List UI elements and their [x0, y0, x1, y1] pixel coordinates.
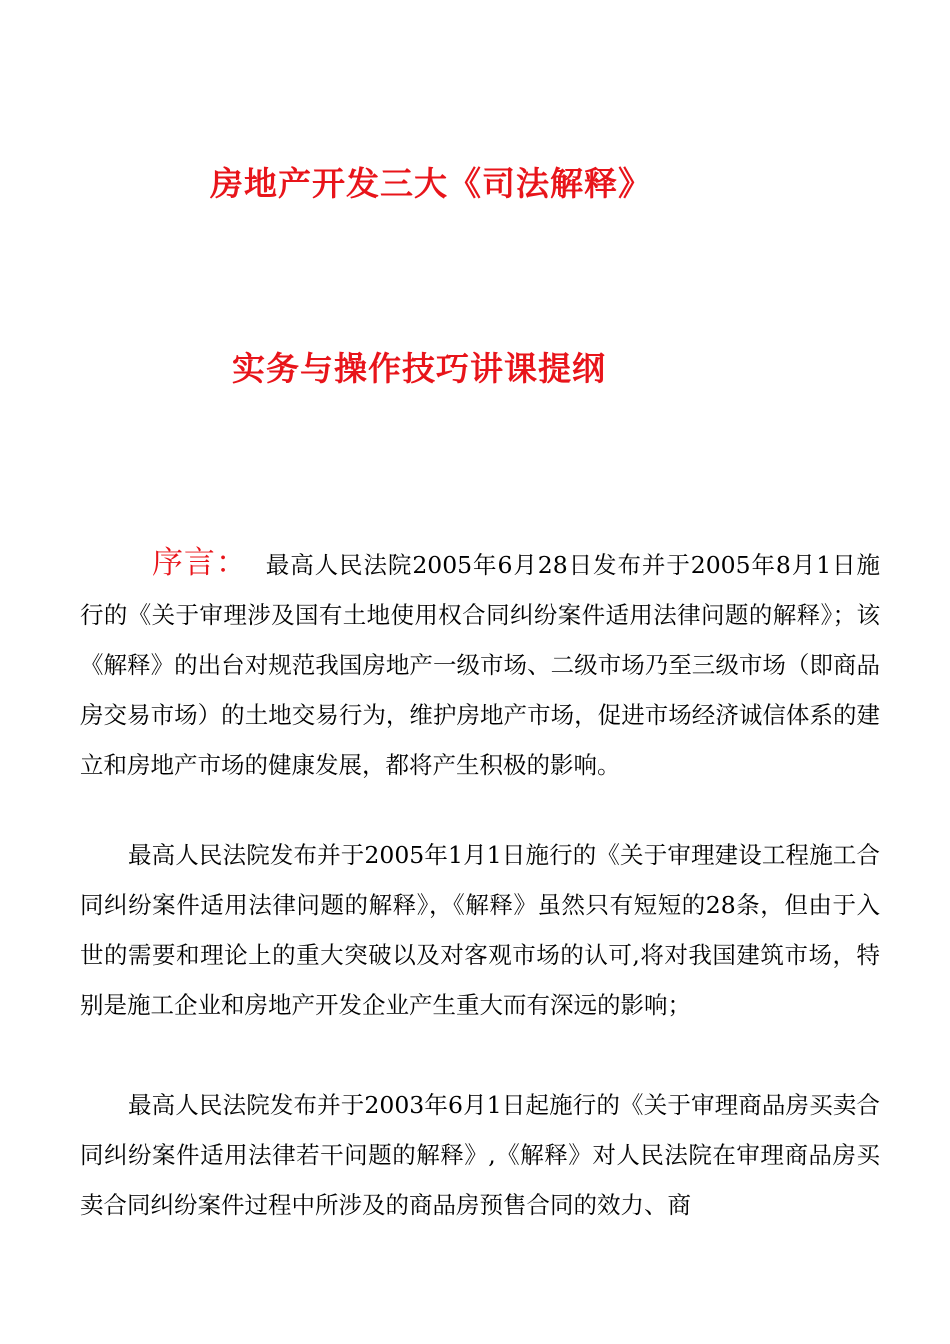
preface-label: 序言：: [152, 545, 248, 581]
paragraph-text: 最高人民法院2005年6月28日发布并于2005年8月1日施行的《关于审理涉及国有土地使用权合同纠纷案件适用法律问题的解释》；该《解释》的出台对规范我国房地产一级市场、二级市场乃至三级市场（即商品房交易市场）的土地交易行为，维护房地产市场，促进市场经济诚信体系的建立和房地产市场的健康发展，都将产生积极的影响。: [80, 551, 880, 779]
preface-paragraph: [80, 538, 880, 790]
body-paragraph: 最高人民法院发布并于2005年1月1日施行的《关于审理建设工程施工合同纠纷案件适用法律问题的解释》，《解释》虽然只有短短的28条，但由于入世的需要和理论上的重大突破以及对客观市场的认可,将对我国建筑市场，特别是施工企业和房地产开发企业产生重大而有深远的影响；: [80, 841, 880, 1019]
document-subtitle: 实务与操作技巧讲课提纲: [232, 349, 606, 388]
body-paragraph: 最高人民法院发布并于2003年6月1日起施行的《关于审理商品房买卖合同纠纷案件适用法律若干问题的解释》,《解释》对人民法院在审理商品房买卖合同纠纷案件过程中所涉及的商品房预售合同的效力、商: [80, 1091, 880, 1219]
document-title: 房地产开发三大《司法解释》: [210, 164, 652, 203]
